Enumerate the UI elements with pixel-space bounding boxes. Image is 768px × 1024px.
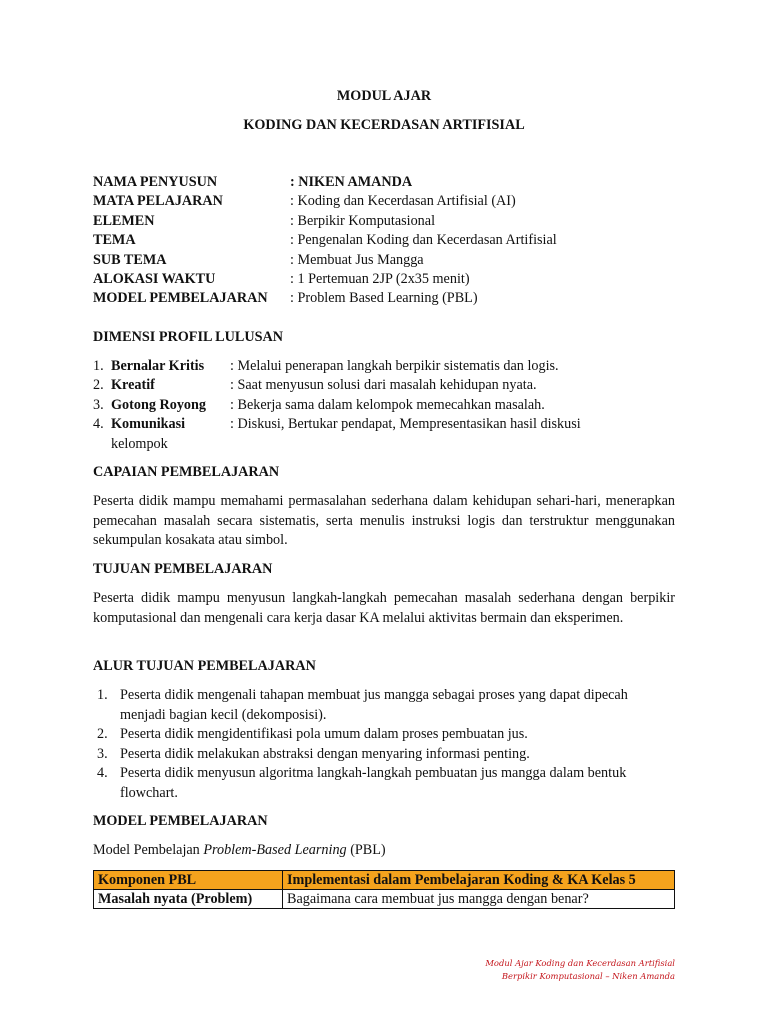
list-text: Peserta didik melakukan abstraksi dengan menyaring informasi penting. bbox=[120, 745, 530, 762]
list-item bbox=[93, 396, 675, 415]
alur-list bbox=[93, 686, 675, 803]
dimensi-name: Gotong Royong bbox=[111, 396, 206, 413]
list-item bbox=[93, 376, 675, 395]
info-key: MODEL PEMBELAJARAN bbox=[93, 290, 268, 307]
info-row bbox=[93, 192, 675, 211]
model-intro-prefix: Model Pembelajan bbox=[93, 842, 204, 858]
table-cell: Bagaimana cara membuat jus mangga dengan benar? bbox=[283, 890, 675, 909]
dimensi-desc: : Diskusi, Bertukar pendapat, Mempresentasikan hasil diskusi bbox=[230, 416, 581, 433]
list-item-continuation bbox=[93, 435, 675, 454]
list-item bbox=[93, 357, 675, 376]
info-key: ELEMEN bbox=[93, 212, 155, 229]
dimensi-name: Komunikasi bbox=[111, 416, 186, 433]
info-row bbox=[93, 251, 675, 270]
page-footer bbox=[485, 957, 675, 983]
info-key: SUB TEMA bbox=[93, 251, 167, 268]
table-header: Komponen PBL bbox=[94, 871, 283, 890]
info-key: TEMA bbox=[93, 232, 136, 249]
footer-line: Berpikir Komputasional – Niken Amanda bbox=[501, 971, 675, 981]
alur-heading: ALUR TUJUAN PEMBELAJARAN bbox=[93, 658, 316, 674]
table-cell: Masalah nyata (Problem) bbox=[94, 890, 283, 909]
info-value: : NIKEN AMANDA bbox=[290, 174, 413, 190]
info-row bbox=[93, 212, 675, 231]
dimensi-desc: : Bekerja sama dalam kelompok memecahkan masalah. bbox=[230, 396, 545, 413]
info-row bbox=[93, 173, 675, 192]
list-item bbox=[93, 725, 675, 745]
dimensi-desc: : Melalui penerapan langkah berpikir sistematis dan logis. bbox=[230, 358, 559, 374]
capaian-heading: CAPAIAN PEMBELAJARAN bbox=[93, 464, 280, 480]
list-text: Peserta didik menyusun algoritma langkah-langkah pembuatan jus mangga dalam bentuk flowchart. bbox=[120, 765, 627, 801]
identity-table bbox=[93, 173, 675, 309]
model-heading: MODEL PEMBELAJARAN bbox=[93, 813, 268, 829]
list-number: 2. bbox=[93, 377, 104, 394]
dimensi-continuation: kelompok bbox=[111, 435, 168, 452]
info-value: : Problem Based Learning (PBL) bbox=[290, 290, 478, 307]
model-intro bbox=[93, 841, 675, 861]
list-item bbox=[93, 686, 675, 725]
table-header-row bbox=[94, 871, 675, 890]
info-value: : Koding dan Kecerdasan Artifisial (AI) bbox=[290, 193, 516, 210]
tujuan-paragraph: Peserta didik mampu menyusun langkah-langkah pemecahan masalah sederhana dengan berpikir komputasional dan mengenali cara kerja dasar KA melalui aktivitas bermain dan eksperimen. bbox=[93, 590, 675, 626]
dimensi-name: Kreatif bbox=[111, 377, 155, 394]
info-key: ALOKASI WAKTU bbox=[93, 270, 216, 287]
info-key: NAMA PENYUSUN bbox=[93, 174, 218, 190]
info-key: MATA PELAJARAN bbox=[93, 193, 223, 210]
info-value: : Membuat Jus Mangga bbox=[290, 251, 424, 268]
info-value: : 1 Pertemuan 2JP (2x35 menit) bbox=[290, 270, 470, 287]
dimensi-list bbox=[93, 357, 675, 454]
model-intro-italic: Problem-Based Learning bbox=[203, 842, 347, 858]
list-number: 1. bbox=[97, 687, 108, 703]
list-item bbox=[93, 764, 675, 803]
capaian-paragraph: Peserta didik mampu memahami permasalahan sederhana dalam kehidupan sehari-hari, menerapkan pemecahan masalah secara sistematis, serta menulis instruksi logis dan terstruktur menggunakan sekumpulan kosakata atau simbol. bbox=[93, 493, 675, 548]
dimensi-heading: DIMENSI PROFIL LULUSAN bbox=[93, 329, 283, 345]
dimensi-name: Bernalar Kritis bbox=[111, 358, 205, 374]
document-title: MODUL AJAR bbox=[336, 88, 432, 104]
info-value: : Berpikir Komputasional bbox=[290, 212, 436, 229]
info-row bbox=[93, 289, 675, 308]
list-number: 1. bbox=[93, 358, 104, 374]
document-subtitle: KODING DAN KECERDASAN ARTIFISIAL bbox=[243, 117, 525, 133]
list-number: 2. bbox=[97, 726, 108, 742]
info-row bbox=[93, 231, 675, 250]
table-row bbox=[94, 890, 675, 909]
list-item bbox=[93, 745, 675, 765]
tujuan-heading: TUJUAN PEMBELAJARAN bbox=[93, 561, 273, 577]
list-item bbox=[93, 415, 675, 434]
list-number: 3. bbox=[97, 745, 108, 762]
footer-line: Modul Ajar Koding dan Kecerdasan Artifisial bbox=[485, 958, 675, 968]
list-number: 4. bbox=[97, 765, 108, 781]
info-value: : Pengenalan Koding dan Kecerdasan Artifisial bbox=[290, 232, 557, 249]
dimensi-desc: : Saat menyusun solusi dari masalah kehidupan nyata. bbox=[230, 377, 537, 394]
info-row bbox=[93, 270, 675, 289]
pbl-table bbox=[93, 870, 675, 909]
list-number: 3. bbox=[93, 396, 104, 413]
list-number: 4. bbox=[93, 416, 104, 433]
list-text: Peserta didik mengidentifikasi pola umum dalam proses pembuatan jus. bbox=[120, 726, 528, 742]
table-header: Implementasi dalam Pembelajaran Koding & KA Kelas 5 bbox=[283, 871, 675, 890]
model-intro-suffix: (PBL) bbox=[346, 842, 386, 858]
list-text: Peserta didik mengenali tahapan membuat jus mangga sebagai proses yang dapat dipecah menjadi bagian kecil (dekomposisi). bbox=[120, 687, 628, 723]
